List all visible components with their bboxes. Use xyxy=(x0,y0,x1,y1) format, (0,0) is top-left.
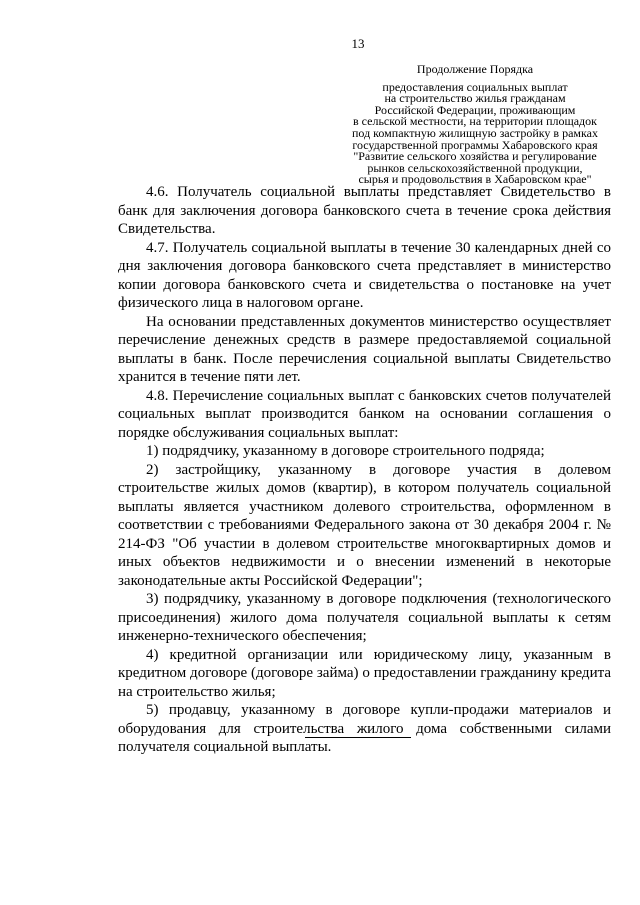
paragraph-transfer: На основании представленных документов министерство осуществляет перечисление денежных средств в размере предоставляемой социальной выплаты в банк. После перечисления социальной выплаты Свидетельство хранится в течение пяти лет. xyxy=(118,313,611,385)
list-item-4: 4) кредитной организации или юридическому лицу, указанным в кредитном договоре (договоре займа) о предоставлении гражданину кредита на строительство жилья; xyxy=(118,646,611,700)
header-line: рынков сельскохозяйственной продукции, xyxy=(367,160,583,175)
list-item-5: 5) продавцу, указанному в договоре купли-продажи материалов и оборудования для строительства жилого дома собственными силами получателя социальной выплаты. xyxy=(118,702,611,755)
header-line: Российской Федерации, проживающим xyxy=(374,102,576,117)
header-line: "Развитие сельского хозяйства и регулирование xyxy=(353,149,597,164)
header-line: в сельской местности, на территории площадок xyxy=(353,114,597,129)
list-item-2: 2) застройщику, указанному в договоре участия в долевом строительстве жилых домов (квартир), в котором получатель социальной выплаты является участником долевого строительства, оформленном в соответствии с требованиями Федерального закона от 30 декабря 2004 г. № 214-ФЗ "Об участии в долевом строительстве многоквартирных домов и иных объектов недвижимости и о внесении изменений в некоторые законодательные акты Российской Федерации"; xyxy=(118,461,611,589)
page-number: 13 xyxy=(351,36,365,51)
header-line: на строительство жилья гражданам xyxy=(384,91,566,106)
list-item-1: 1) подрядчику, указанному в договоре строительного подряда; xyxy=(146,443,545,459)
document-header xyxy=(330,64,620,186)
end-divider xyxy=(305,737,411,738)
header-line: предоставления социальных выплат xyxy=(382,79,568,94)
paragraph-4-8: 4.8. Перечисление социальных выплат с банковских счетов получателей социальных выплат производится банком на основании соглашения о порядке обслуживания социальных выплат: xyxy=(118,387,611,441)
paragraph-4-7: 4.7. Получатель социальной выплаты в течение 30 календарных дней со дня заключения договора банковского счета представляет в министерство копии договора банковского счета и свидетельства о постановке на учет физического лица в налоговом органе. xyxy=(118,239,611,311)
document-body xyxy=(118,183,611,757)
header-line: государственной программы Хабаровского края xyxy=(352,137,598,152)
paragraph-4-6: 4.6. Получатель социальной выплаты представляет Свидетельство в банк для заключения договора банковского счета в течение срока действия Свидетельства. xyxy=(118,184,611,237)
header-line: сырья и продовольствия в Хабаровском крае" xyxy=(358,172,592,187)
header-line: под компактную жилищную застройку в рамках xyxy=(352,125,598,140)
header-title: Продолжение Порядка xyxy=(416,62,534,76)
list-item-3: 3) подрядчику, указанному в договоре подключения (технологического присоединения) жилого дома получателя социальной выплаты к сетям инженерно-технического обеспечения; xyxy=(118,591,611,644)
